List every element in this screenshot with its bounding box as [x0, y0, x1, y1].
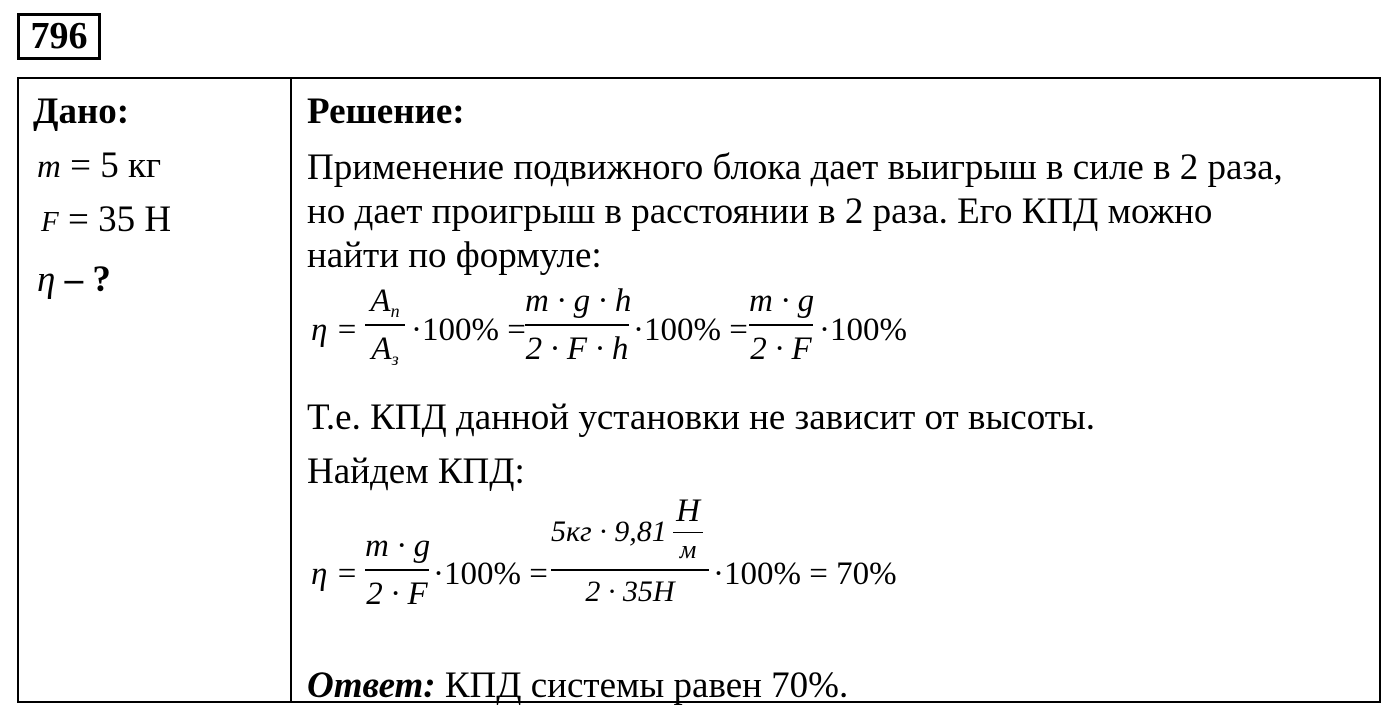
numeric-denominator: 2 · 35Н [585, 575, 675, 608]
solution-line-1: Применение подвижного блока дает выигрыш в силе в 2 раза, [307, 147, 1283, 188]
force-symbol: F [41, 206, 59, 238]
mass-value: = 5 кг [70, 145, 162, 186]
useful-work: $A_п$ [370, 283, 400, 321]
fraction-bar [365, 569, 429, 571]
formula1-eta: η = [311, 312, 358, 348]
eta-symbol: η [37, 259, 56, 300]
given-efficiency [37, 261, 111, 298]
given-mass [37, 147, 161, 184]
fraction-numeric-substitution [551, 489, 709, 611]
answer-line [307, 667, 848, 704]
force-value: = 35 Н [67, 199, 172, 240]
solution-line-3: найти по формуле: [307, 235, 602, 276]
fraction-mgh-over-2Fh [525, 283, 632, 367]
unit-meter: м [679, 535, 697, 564]
problem-number: 796 [17, 13, 101, 60]
mgh-numerator: m · g · h [525, 283, 632, 319]
formula2-mult-1: ·100% = [433, 556, 548, 592]
given-heading: Дано: [33, 91, 130, 132]
answer-label: Ответ: [307, 665, 436, 706]
formula1-mult-3: ·100% [819, 312, 907, 348]
2F-denominator: 2 · F [366, 576, 428, 612]
fraction-mg-over-2F [749, 283, 815, 367]
formula2-eta: η = [311, 556, 358, 592]
formula2-result: ·100% = 70% [713, 556, 897, 592]
solution-line-2: но дает проигрыш в расстоянии в 2 раза. Его КПД можно [307, 191, 1213, 232]
2F-denominator: 2 · F [750, 331, 812, 367]
unit-fraction-bar [673, 532, 703, 533]
solution-line-4: Т.е. КПД данной установки не зависит от высоты. [307, 397, 1096, 438]
total-work: $A_з$ [371, 331, 399, 369]
column-divider [290, 79, 292, 701]
solution-line-5: Найдем КПД: [307, 451, 525, 492]
formula1-mult-1: ·100% = [411, 312, 526, 348]
2Fh-denominator: 2 · F · h [525, 331, 629, 367]
mass-symbol: m [37, 149, 61, 185]
solution-table [17, 77, 1381, 706]
mg-numerator: m · g [749, 283, 815, 319]
main-fraction-bar [551, 569, 709, 571]
mg-numerator: m · g [365, 528, 431, 564]
formula1-mult-2: ·100% = [633, 312, 748, 348]
eta-question: – ? [64, 259, 111, 300]
fraction-bar [749, 324, 813, 326]
unit-fraction-n-per-m [673, 493, 703, 565]
fraction-bar [365, 324, 405, 326]
fraction-mg-over-2F [365, 528, 431, 612]
solution-heading: Решение: [307, 91, 465, 132]
fraction-useful-over-total-work [365, 283, 405, 369]
numeric-numerator: 5кг · 9,81 [551, 515, 667, 548]
given-force [41, 201, 171, 238]
fraction-bar [525, 324, 629, 326]
unit-newton: Н [676, 493, 700, 529]
answer-text: КПД системы равен 70%. [444, 665, 849, 706]
